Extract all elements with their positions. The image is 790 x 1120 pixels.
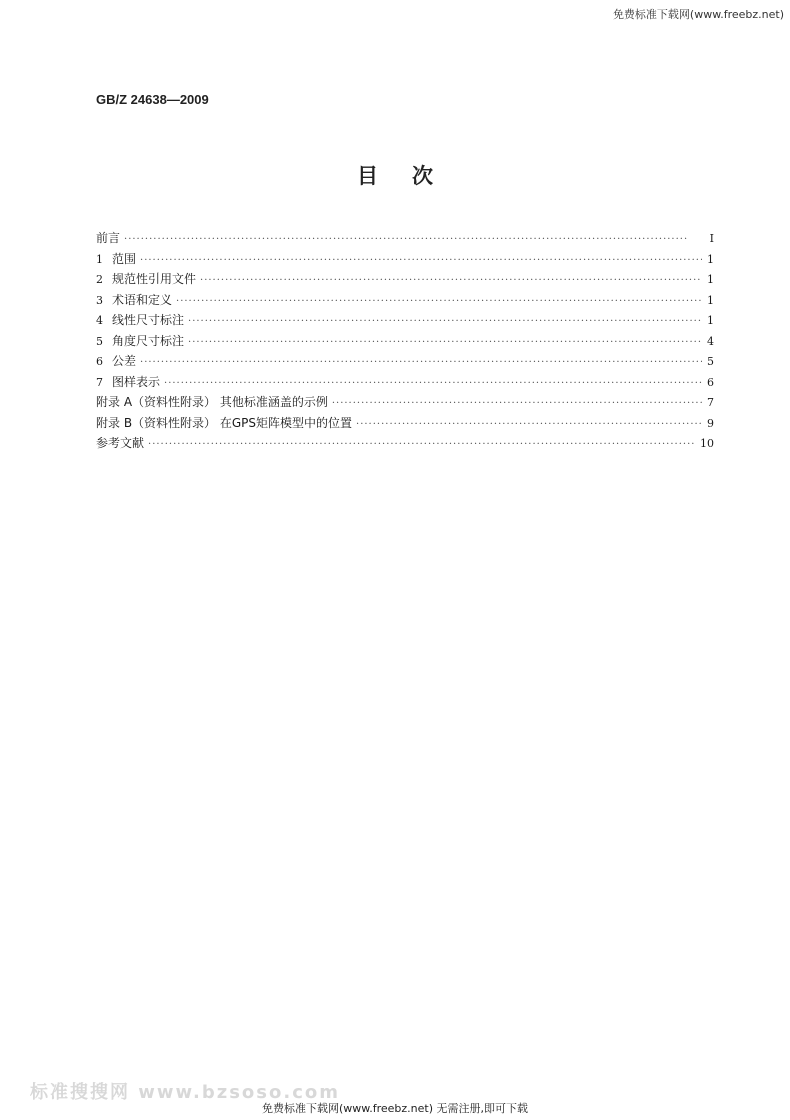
toc-number: 4 <box>96 314 103 327</box>
toc-page-number: 9 <box>707 416 714 430</box>
toc-page-number: 1 <box>707 252 714 266</box>
watermark-logo: 标准搜搜网 www.bzsoso.com <box>30 1082 340 1103</box>
toc-entry-drawing-indication[interactable] <box>96 372 714 393</box>
standard-code: GB/Z 24638—2009 <box>96 92 209 107</box>
toc-leader-dots <box>148 435 696 456</box>
toc-page-number: 5 <box>707 355 714 368</box>
toc-page-number: 4 <box>707 334 714 348</box>
toc-page-number: 1 <box>707 293 714 307</box>
toc-label: 前言 <box>96 231 121 245</box>
toc-label: 图样表示 <box>112 374 161 389</box>
toc-leader-dots <box>188 312 702 333</box>
toc-number: 6 <box>96 355 103 368</box>
toc-leader-dots <box>176 292 702 313</box>
toc-page-number: 1 <box>707 314 714 327</box>
toc-page-number: 1 <box>707 273 714 286</box>
toc-label: 规范性引用文件 <box>112 272 197 286</box>
footer-watermark: 免费标准下载网(www.freebz.net) 无需注册,即可下载 <box>261 1102 529 1115</box>
toc-label: 附录 A（资料性附录） 其他标准涵盖的示例 <box>96 395 328 409</box>
toc-entry-bibliography[interactable] <box>96 433 714 454</box>
toc-label: 角度尺寸标注 <box>112 333 185 348</box>
toc-entry-linear-dimensioning[interactable] <box>96 310 714 331</box>
toc-page-number: 7 <box>707 396 714 409</box>
page-title: 目次 <box>357 164 467 188</box>
toc-page-number: 10 <box>700 437 714 450</box>
toc-number: 7 <box>96 375 103 389</box>
toc-label: 线性尺寸标注 <box>112 313 185 327</box>
toc-label: 附录 B（资料性附录） 在GPS矩阵模型中的位置 <box>96 415 353 430</box>
toc-leader-dots <box>140 353 702 374</box>
toc-number: 1 <box>96 252 103 266</box>
toc-leader-dots <box>140 251 702 272</box>
toc-label: 术语和定义 <box>112 292 173 307</box>
toc-entry-terms-definitions[interactable] <box>96 290 714 311</box>
toc-entry-foreword[interactable] <box>96 228 714 249</box>
toc-page-number: 6 <box>707 375 714 389</box>
toc-entry-scope[interactable] <box>96 249 714 270</box>
toc-entry-tolerances[interactable] <box>96 351 714 372</box>
toc-entry-angular-dimensioning[interactable] <box>96 331 714 352</box>
toc-label: 范围 <box>112 251 137 266</box>
toc-leader-dots <box>164 374 702 395</box>
toc-leader-dots <box>356 415 702 436</box>
header-watermark: 免费标准下载网(www.freebz.net) <box>612 8 784 21</box>
toc-label: 公差 <box>112 354 137 368</box>
toc-leader-dots <box>332 394 702 415</box>
toc-label: 参考文献 <box>96 436 145 450</box>
toc-leader-dots <box>200 271 702 292</box>
toc-entry-annex-b[interactable] <box>96 413 714 434</box>
toc-leader-dots <box>188 333 702 354</box>
toc-entry-normative-references[interactable] <box>96 269 714 290</box>
toc-number: 2 <box>96 273 103 286</box>
toc-leader-dots <box>124 230 702 251</box>
toc-number: 5 <box>96 334 103 348</box>
toc-page-number: Ⅰ <box>709 232 714 245</box>
table-of-contents <box>96 228 714 454</box>
toc-number: 3 <box>96 293 103 307</box>
toc-entry-annex-a[interactable] <box>96 392 714 413</box>
